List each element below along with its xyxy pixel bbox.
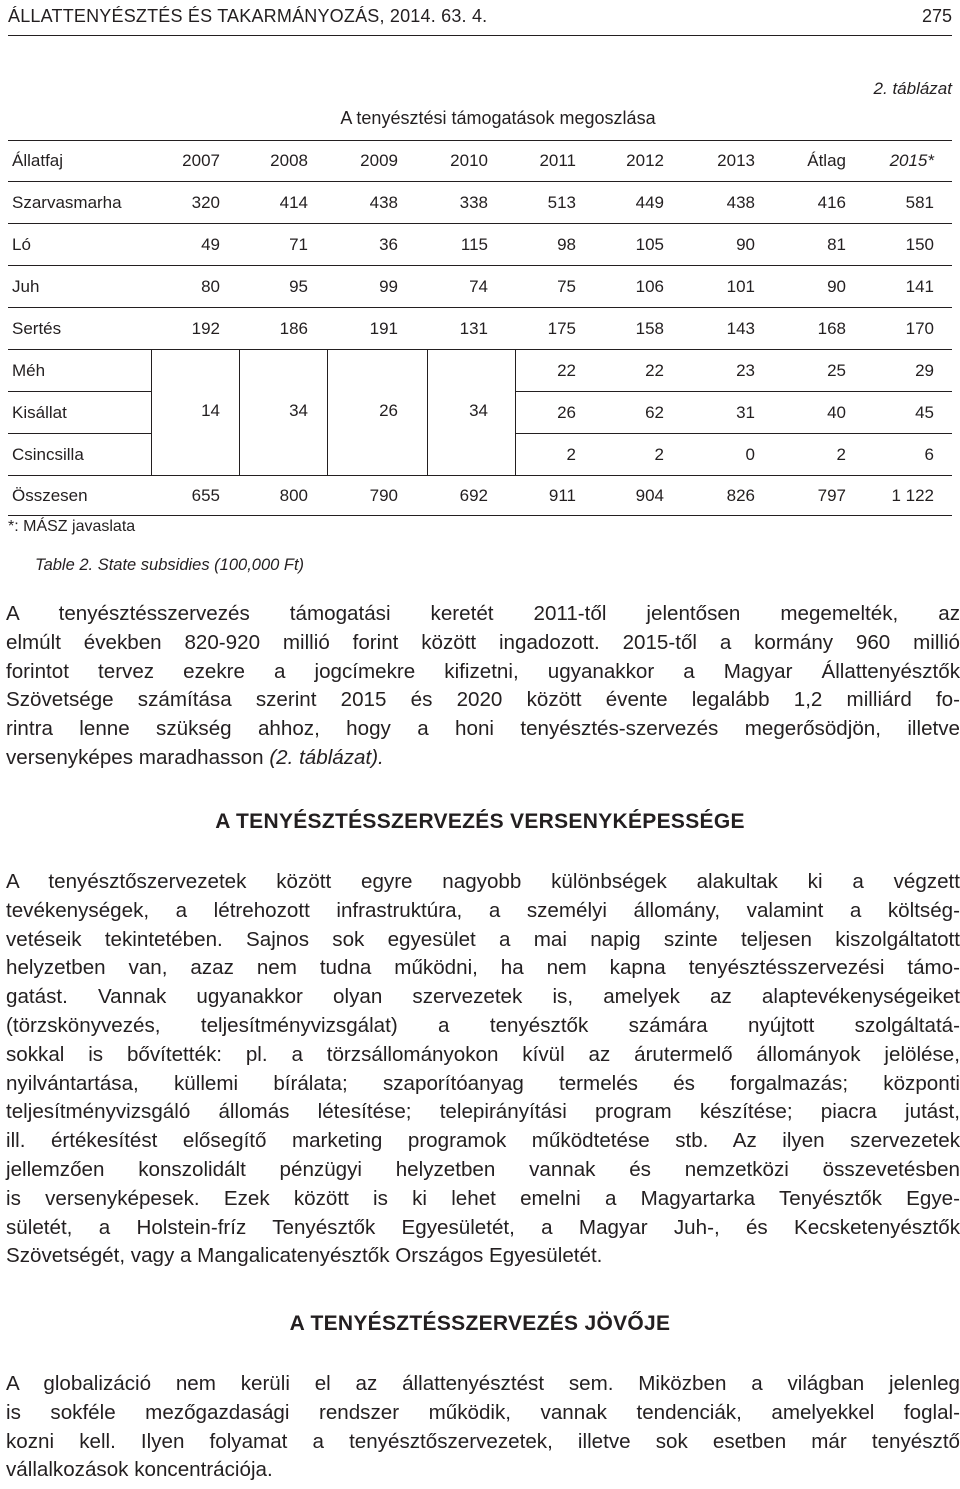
table-cell: 191	[369, 319, 398, 338]
text-line: A tenyésztésszervezés támogatási keretét 2011-től jelentősen megemelték, az	[6, 602, 960, 625]
text-line: vetéseik tekintetében. Sajnos sok egyesület a mai napig szinte teljesen kiszolgáltatott	[6, 927, 960, 951]
table-cell: 170	[905, 319, 934, 338]
row-rule-partial	[8, 433, 151, 434]
total-cell: 797	[817, 486, 846, 505]
table-cell: 158	[635, 319, 664, 338]
text-line: helyzetben van, azaz nem tudna működni, ha nem kapna tenyésztésszervezési támo-	[6, 956, 960, 980]
column-header: 2012	[626, 151, 664, 170]
column-header: 2013	[717, 151, 755, 170]
text-line: (törzskönyvezés, teljesítményvizsgálat) a tenyésztők számára nyújtott szolgáltatá-	[6, 1013, 960, 1037]
merged-cell-border	[239, 349, 240, 475]
text-line: forintot tervez ezekre a jogcímekre kifizetni, ugyanakkor a Magyar Állattenyésztők	[6, 659, 960, 683]
table-reference: (2. táblázat).	[269, 745, 384, 769]
row-label: Sertés	[12, 319, 62, 338]
total-cell: 692	[459, 486, 488, 505]
row-rule	[8, 349, 952, 350]
table-cell: 6	[924, 445, 934, 464]
table-cell: 438	[369, 193, 398, 212]
merged-cell-border	[515, 349, 516, 475]
total-cell: 826	[726, 486, 755, 505]
table-cell: 45	[915, 403, 934, 422]
text-line: is sokféle mezőgazdasági rendszer működik, vannak tendenciák, amelyekkel foglal-	[6, 1400, 960, 1424]
table-cell: 31	[736, 403, 755, 422]
section-heading: A TENYÉSZTÉSSZERVEZÉS JÖVŐJE	[289, 1312, 671, 1335]
table-cell: 71	[289, 235, 308, 254]
table-cell: 192	[191, 319, 220, 338]
table-cell: 23	[736, 361, 755, 380]
merged-cell-border	[327, 349, 328, 475]
row-label: Juh	[12, 277, 40, 296]
total-cell: 904	[635, 486, 664, 505]
table-footnote: *: MÁSZ javaslata	[8, 518, 136, 535]
table-cell: 131	[459, 319, 488, 338]
table-cell: 49	[201, 235, 220, 254]
table-cell: 98	[557, 235, 576, 254]
page-number: 275	[921, 6, 952, 26]
table-cell: 75	[557, 277, 576, 296]
row-label: Szarvasmarha	[12, 193, 122, 212]
table-top-rule	[8, 140, 952, 141]
table-cell: 40	[827, 403, 846, 422]
table-cell: 141	[905, 277, 934, 296]
table-cell: 29	[915, 361, 934, 380]
table-cell: 2	[566, 445, 576, 464]
table-cell: 36	[379, 235, 398, 254]
table-bottom-rule	[8, 515, 952, 516]
text-line: versenyképes maradhasson	[6, 745, 264, 769]
table-cell: 320	[191, 193, 220, 212]
column-header: 2015*	[889, 151, 934, 170]
row-rule-partial	[8, 391, 151, 392]
row-label: Kisállat	[12, 403, 67, 422]
column-header: Állatfaj	[12, 151, 64, 170]
text-line: kozni kell. Ilyen folyamat a tenyésztőszervezetek, illetve sok esetben már tenyésztő	[6, 1429, 960, 1453]
merged-cell: 34	[289, 401, 308, 420]
text-line: gatást. Vannak ugyanakkor olyan szervezetek is, amelyek az alaptevékenységeiket	[6, 985, 960, 1009]
table-caption-english: Table 2. State subsidies (100,000 Ft)	[35, 556, 305, 574]
row-rule	[8, 475, 952, 476]
text-line: teljesítményvizsgáló állomás létesítése; telepirányítási program készítése; piacra jutást,	[6, 1100, 960, 1124]
table-cell: 22	[557, 361, 576, 380]
table-cell: 581	[905, 193, 934, 212]
table-cell: 2	[654, 445, 664, 464]
column-header: Átlag	[807, 151, 846, 170]
table-cell: 90	[736, 235, 755, 254]
table-cell: 106	[635, 277, 664, 296]
text-line: Szövetségét, vagy a Mangalicatenyésztők Országos Egyesületét.	[6, 1244, 603, 1268]
table-label: 2. táblázat	[873, 79, 952, 98]
column-header: 2009	[360, 151, 398, 170]
text-line-with-reference	[6, 744, 960, 773]
row-label: Ló	[12, 235, 31, 254]
total-row-label: Összesen	[12, 486, 88, 505]
text-line: is versenyképesek. Ezek között is ki lehet emelni a Magyartarka Tenyésztők Egye-	[6, 1186, 960, 1210]
row-rule-partial	[516, 391, 952, 392]
column-header: 2007	[182, 151, 220, 170]
text-line: sokkal is bővítették: pl. a törzsállományokon kívül az árutermelő állományok jelölése,	[6, 1042, 960, 1066]
table-cell: 105	[635, 235, 664, 254]
row-label: Méh	[12, 361, 46, 380]
table-title: A tenyésztési támogatások megoszlása	[340, 108, 656, 128]
table-cell: 0	[745, 445, 755, 464]
table-cell: 26	[557, 403, 576, 422]
total-cell: 1 122	[891, 486, 934, 505]
header-rule	[8, 35, 952, 36]
header-bottom-rule	[8, 181, 952, 182]
table-cell: 95	[289, 277, 308, 296]
table-cell: 90	[827, 277, 846, 296]
row-rule-partial	[516, 433, 952, 434]
text-line: ill. értékesítést elősegítő marketing programok működtetése stb. Az ilyen szervezetek	[6, 1129, 960, 1153]
total-cell: 800	[279, 486, 308, 505]
text-line: sületét, a Holstein-fríz Tenyésztők Egyesületét, a Magyar Juh-, és Kecsketenyésztők	[6, 1215, 960, 1239]
merged-cell: 14	[201, 401, 220, 420]
body-paragraph	[6, 868, 960, 1271]
table-cell: 513	[547, 193, 576, 212]
text-line: Szövetsége számítása szerint 2015 és 2020 között évente legalább 1,2 milliárd fo-	[6, 688, 960, 712]
table-cell: 338	[459, 193, 488, 212]
text-line: tevékenységek, a létrehozott infrastruktúra, a személyi állomány, valamint a költség-	[6, 898, 960, 922]
table-cell: 438	[726, 193, 755, 212]
table-cell: 2	[836, 445, 846, 464]
merged-cell: 34	[469, 401, 488, 420]
row-rule	[8, 307, 952, 308]
table-cell: 74	[469, 277, 488, 296]
table-cell: 175	[547, 319, 576, 338]
table-cell: 101	[726, 277, 755, 296]
text-line: jellemzően konszolidált pénzügyi helyzetben vannak és nemzetközi összevetésben	[6, 1157, 960, 1181]
table-cell: 22	[645, 361, 664, 380]
table-cell: 168	[817, 319, 846, 338]
body-paragraph	[6, 1370, 960, 1485]
merged-cell-border	[151, 349, 152, 475]
table-cell: 143	[726, 319, 755, 338]
table-cell: 416	[817, 193, 846, 212]
merged-cell-border	[427, 349, 428, 475]
column-header: 2010	[450, 151, 488, 170]
text-line: A globalizáció nem kerüli el az állattenyésztést sem. Miközben a világban jelenleg	[6, 1372, 960, 1395]
body-paragraph	[6, 600, 960, 773]
table-cell: 115	[460, 235, 488, 254]
text-line: elmúlt években 820-920 millió forint között ingadozott. 2015-től a kormány 960 millió	[6, 630, 960, 654]
table-cell: 62	[645, 403, 664, 422]
text-line: vállalkozások koncentrációja.	[6, 1458, 273, 1482]
section-heading: A TENYÉSZTÉSSZERVEZÉS VERSENYKÉPESSÉGE	[215, 810, 745, 833]
table-cell: 186	[279, 319, 308, 338]
table-cell: 414	[279, 193, 308, 212]
table-cell: 81	[827, 235, 846, 254]
total-cell: 655	[191, 486, 220, 505]
running-head: ÁLLATTENYÉSZTÉS ÉS TAKARMÁNYOZÁS, 2014. 63. 4.	[8, 6, 488, 26]
merged-cell: 26	[379, 401, 398, 420]
text-line: rintra lenne szükség ahhoz, hogy a honi tenyésztés-szervezés megerősödjön, illetve	[6, 717, 960, 741]
row-rule	[8, 223, 952, 224]
total-cell: 911	[548, 486, 576, 505]
row-rule	[8, 265, 952, 266]
table-cell: 80	[201, 277, 220, 296]
column-header: 2011	[539, 151, 576, 170]
table-cell: 25	[827, 361, 846, 380]
text-line: A tenyésztőszervezetek között egyre nagyobb különbségek alakultak ki a végzett	[6, 870, 960, 893]
table-cell: 150	[905, 235, 934, 254]
row-label: Csincsilla	[12, 445, 84, 464]
table-cell: 99	[379, 277, 398, 296]
column-header: 2008	[270, 151, 308, 170]
table-cell: 449	[635, 193, 664, 212]
text-line: nyilvántartása, küllemi bírálata; szaporítóanyag termelés és forgalmazás; központi	[6, 1071, 960, 1095]
total-cell: 790	[369, 486, 398, 505]
